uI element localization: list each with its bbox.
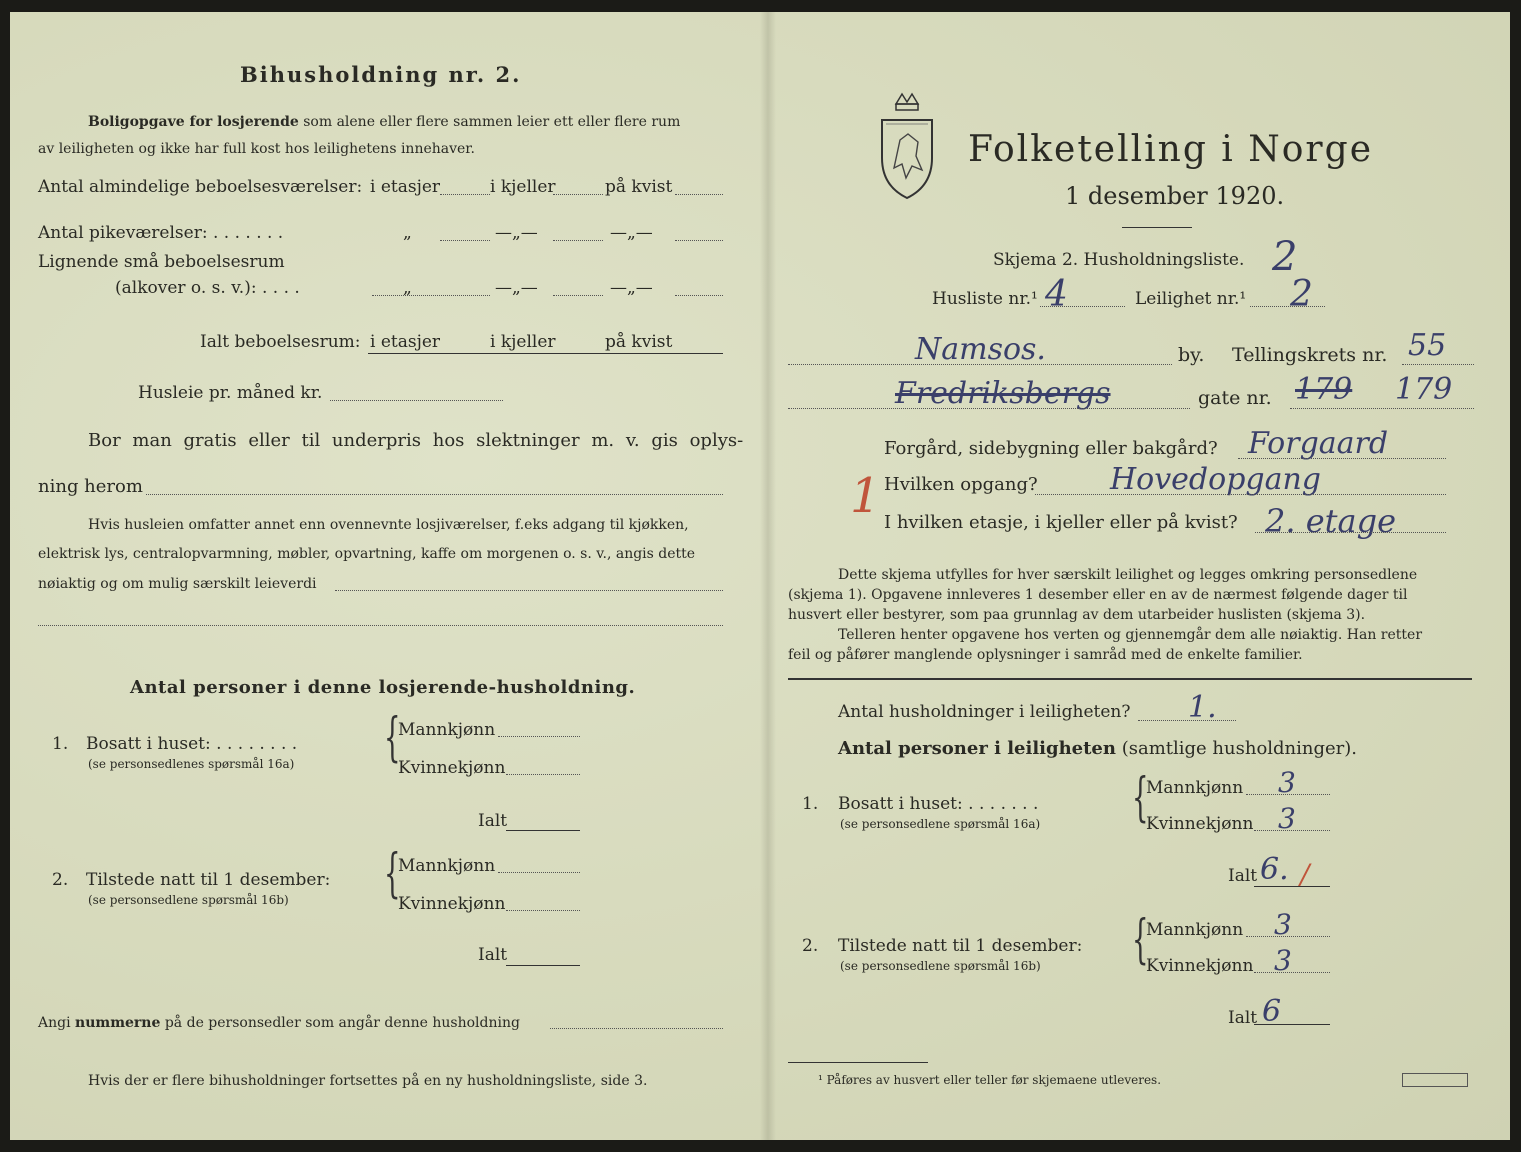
right-q2-total-rule: [1254, 1024, 1330, 1025]
small-attic-field: [675, 295, 723, 296]
small-rooms-label-1: Lignende små beboelsesrum: [38, 252, 285, 272]
note-field: [335, 590, 723, 591]
left-q1-sub: (se personsedlenes spørsmål 16a): [88, 757, 295, 771]
maid-ditto: „: [403, 223, 412, 243]
note-line-1: Hvis husleien omfatter annet enn ovennevnte losjiværelser, f.eks adgang til kjøkken,: [88, 517, 689, 533]
left-q1-male-label: Mannkjønn: [398, 720, 496, 740]
note-line-3: nøiaktig og om mulig særskilt leieverdi: [38, 576, 317, 592]
right-q2-female-field: [1254, 972, 1330, 973]
opgang-answer: Hovedopgang: [1110, 462, 1322, 497]
rooms-floors-label: i etasjer: [370, 177, 441, 197]
right-q1-total-value: 6.: [1260, 852, 1289, 887]
rooms-attic-field: [675, 194, 723, 195]
gate-number: 179: [1395, 372, 1453, 407]
total-floors-label: i etasjer: [370, 332, 441, 352]
right-q2-brace: {: [1132, 910, 1149, 970]
right-q2-male-label: Mannkjønn: [1146, 920, 1244, 940]
gratis-line-2: ning herom: [38, 476, 143, 497]
rent-field: [330, 400, 503, 401]
instruction-rule: [788, 678, 1472, 680]
tellingskrets-number: 55: [1408, 328, 1447, 363]
small-cellar-field: [553, 295, 603, 296]
leilighet-field: [1250, 306, 1325, 307]
total-rooms-rule: [368, 353, 723, 354]
right-q2-sub: (se personsedlene spørsmål 16b): [840, 959, 1041, 973]
census-sheet: [10, 12, 1510, 1140]
note-line-2: elektrisk lys, centralopvarmning, møbler, opvartning, kaffe om morgenen o. s. v., angis dette: [38, 546, 696, 562]
right-q1-male-field: [1246, 794, 1330, 795]
rooms-cellar-label: i kjeller: [490, 177, 556, 197]
husliste-number: 4: [1045, 274, 1068, 315]
left-q2-label: Tilstede natt til 1 desember:: [86, 870, 331, 890]
by-label: by.: [1178, 344, 1205, 366]
tellingskrets-field: [1402, 364, 1474, 365]
left-q2-male-field: [498, 872, 580, 873]
maid-ditto-3: —„—: [610, 223, 653, 243]
instruction-line-1: Dette skjema utfylles for hver særskilt leilighet og legges omkring personsedlene: [838, 567, 1418, 583]
right-title: Folketelling i Norge: [968, 129, 1373, 170]
left-title: Bihusholdning nr. 2.: [240, 62, 522, 87]
left-q2-female-field: [506, 910, 580, 911]
left-q1-number: 1.: [52, 734, 69, 754]
left-q1-brace: {: [384, 708, 401, 768]
maid-rooms-label: Antal pikeværelser: . . . . . . .: [38, 223, 284, 243]
small-floors-field: [372, 295, 490, 296]
right-q1-total-label: Ialt: [1228, 866, 1258, 886]
right-q1-female-value: 3: [1278, 802, 1296, 835]
gratis-line-1: Bor man gratis eller til underpris hos slektninger m. v. gis oplys-: [88, 430, 744, 451]
left-q2-sub: (se personsedlene spørsmål 16b): [88, 893, 289, 907]
left-footer: Hvis der er flere bihusholdninger fortsettes på en ny husholdningsliste, side 3.: [88, 1073, 648, 1089]
total-rooms-label: Ialt beboelsesrum:: [200, 332, 361, 352]
small-ditto: „: [403, 278, 412, 298]
footnote: ¹ Påføres av husvert eller teller før skjemaene utleveres.: [818, 1073, 1162, 1087]
gate-number-crossed: 179: [1295, 372, 1353, 407]
norwegian-coat-of-arms-icon: [872, 90, 942, 202]
households-answer: 1.: [1188, 690, 1217, 725]
printer-stamp: [1402, 1073, 1468, 1087]
rent-label: Husleie pr. måned kr.: [138, 383, 323, 403]
maid-attic-field: [675, 240, 723, 241]
instruction-line-4: Telleren henter opgavene hos verten og gjennemgår dem alle nøiaktig. Han retter: [838, 627, 1423, 643]
etasje-question: I hvilken etasje, i kjeller eller på kvist?: [884, 512, 1238, 533]
intro-line-1: Boligopgave for losjerende som alene eller flere sammen leier ett eller flere rum: [88, 114, 681, 130]
town-name: Namsos.: [915, 332, 1046, 367]
numbers-field: [550, 1028, 723, 1029]
census-date: 1 desember 1920.: [1065, 182, 1285, 210]
leilighet-number: 2: [1290, 274, 1313, 315]
forgard-answer: Forgaard: [1248, 426, 1389, 461]
husliste-field: [1040, 306, 1125, 307]
total-attic-label: på kvist: [605, 332, 673, 352]
intro-line-2: av leiligheten og ikke har full kost hos leilighetens innehaver.: [38, 141, 475, 157]
left-q1-female-label: Kvinnekjønn: [398, 758, 506, 778]
left-q2-female-label: Kvinnekjønn: [398, 894, 506, 914]
right-q1-check-mark: /: [1300, 858, 1310, 891]
etasje-field: [1255, 532, 1446, 533]
left-q2-number: 2.: [52, 870, 69, 890]
total-cellar-label: i kjeller: [490, 332, 556, 352]
title-rule: [1122, 227, 1192, 228]
right-q2-total-label: Ialt: [1228, 1008, 1258, 1028]
page-fold: [760, 12, 776, 1140]
right-q1-female-field: [1254, 830, 1330, 831]
right-q1-male-value: 3: [1278, 766, 1296, 799]
left-q2-total-rule: [506, 965, 580, 966]
right-q2-number: 2.: [802, 936, 819, 956]
schema-number: 2: [1272, 234, 1298, 280]
right-q1-label: Bosatt i huset: . . . . . . .: [838, 794, 1039, 814]
street-field: [788, 408, 1190, 409]
left-q1-male-field: [498, 736, 580, 737]
small-ditto-3: —„—: [610, 278, 653, 298]
note-field-2: [38, 625, 723, 626]
right-q1-female-label: Kvinnekjønn: [1146, 814, 1254, 834]
right-q1-number: 1.: [802, 794, 819, 814]
margin-mark: 1: [850, 468, 881, 524]
left-q1-total-rule: [506, 830, 580, 831]
right-q1-male-label: Mannkjønn: [1146, 778, 1244, 798]
rooms-label: Antal almindelige beboelsesværelser:: [38, 177, 363, 197]
left-q2-total-label: Ialt: [478, 945, 508, 965]
right-q2-male-field: [1246, 936, 1330, 937]
left-q2-brace: {: [384, 844, 401, 904]
right-q2-female-label: Kvinnekjønn: [1146, 956, 1254, 976]
numbers-line: Angi nummerne på de personsedler som angår denne husholdning: [38, 1015, 520, 1031]
forgard-field: [1238, 458, 1446, 459]
tellingskrets-label: Tellingskrets nr.: [1232, 344, 1388, 366]
schema-label: Skjema 2. Husholdningsliste.: [993, 250, 1245, 270]
right-q2-total-value: 6: [1262, 994, 1282, 1029]
instruction-line-2: (skjema 1). Opgavene innleveres 1 desember eller en av de nærmest følgende dager til: [788, 587, 1408, 603]
maid-floors-field: [440, 240, 490, 241]
gratis-field: [146, 494, 723, 495]
gate-label: gate nr.: [1198, 387, 1272, 409]
street-name: Fredriksbergs: [895, 376, 1111, 411]
right-q2-label: Tilstede natt til 1 desember:: [838, 936, 1083, 956]
opgang-field: [1035, 494, 1446, 495]
right-q2-female-value: 3: [1274, 944, 1292, 977]
households-field: [1138, 720, 1236, 721]
footnote-rule: [788, 1062, 928, 1063]
rooms-attic-label: på kvist: [605, 177, 673, 197]
rooms-floors-field: [440, 194, 490, 195]
instruction-line-5: feil og påfører manglende oplysninger i samråd med de enkelte familier.: [788, 647, 1303, 663]
maid-ditto-2: —„—: [495, 223, 538, 243]
right-persons-heading: Antal personer i leiligheten (samtlige husholdninger).: [838, 738, 1358, 759]
leilighet-label: Leilighet nr.¹: [1135, 289, 1247, 309]
left-q1-female-field: [506, 774, 580, 775]
households-question: Antal husholdninger i leiligheten?: [838, 702, 1131, 722]
small-rooms-label-2: (alkover o. s. v.): . . . .: [115, 278, 300, 298]
left-q1-total-label: Ialt: [478, 811, 508, 831]
left-persons-heading: Antal personer i denne losjerende-husholdning.: [130, 677, 636, 698]
gate-field: [1290, 408, 1474, 409]
right-q1-total-rule: [1254, 886, 1330, 887]
rooms-cellar-field: [553, 194, 603, 195]
opgang-question: Hvilken opgang?: [884, 474, 1038, 495]
instruction-line-3: husvert eller bestyrer, som paa grunnlag av dem utarbeider huslisten (skjema 3).: [788, 607, 1366, 623]
right-q1-brace: {: [1132, 768, 1149, 828]
right-q1-sub: (se personsedlene spørsmål 16a): [840, 817, 1041, 831]
maid-cellar-field: [553, 240, 603, 241]
town-field: [788, 364, 1172, 365]
small-ditto-2: —„—: [495, 278, 538, 298]
right-q2-male-value: 3: [1274, 908, 1292, 941]
husliste-label: Husliste nr.¹: [932, 289, 1038, 309]
left-q2-male-label: Mannkjønn: [398, 856, 496, 876]
forgard-question: Forgård, sidebygning eller bakgård?: [884, 438, 1218, 459]
left-q1-label: Bosatt i huset: . . . . . . . .: [86, 734, 298, 754]
etasje-answer: 2. etage: [1265, 502, 1396, 540]
